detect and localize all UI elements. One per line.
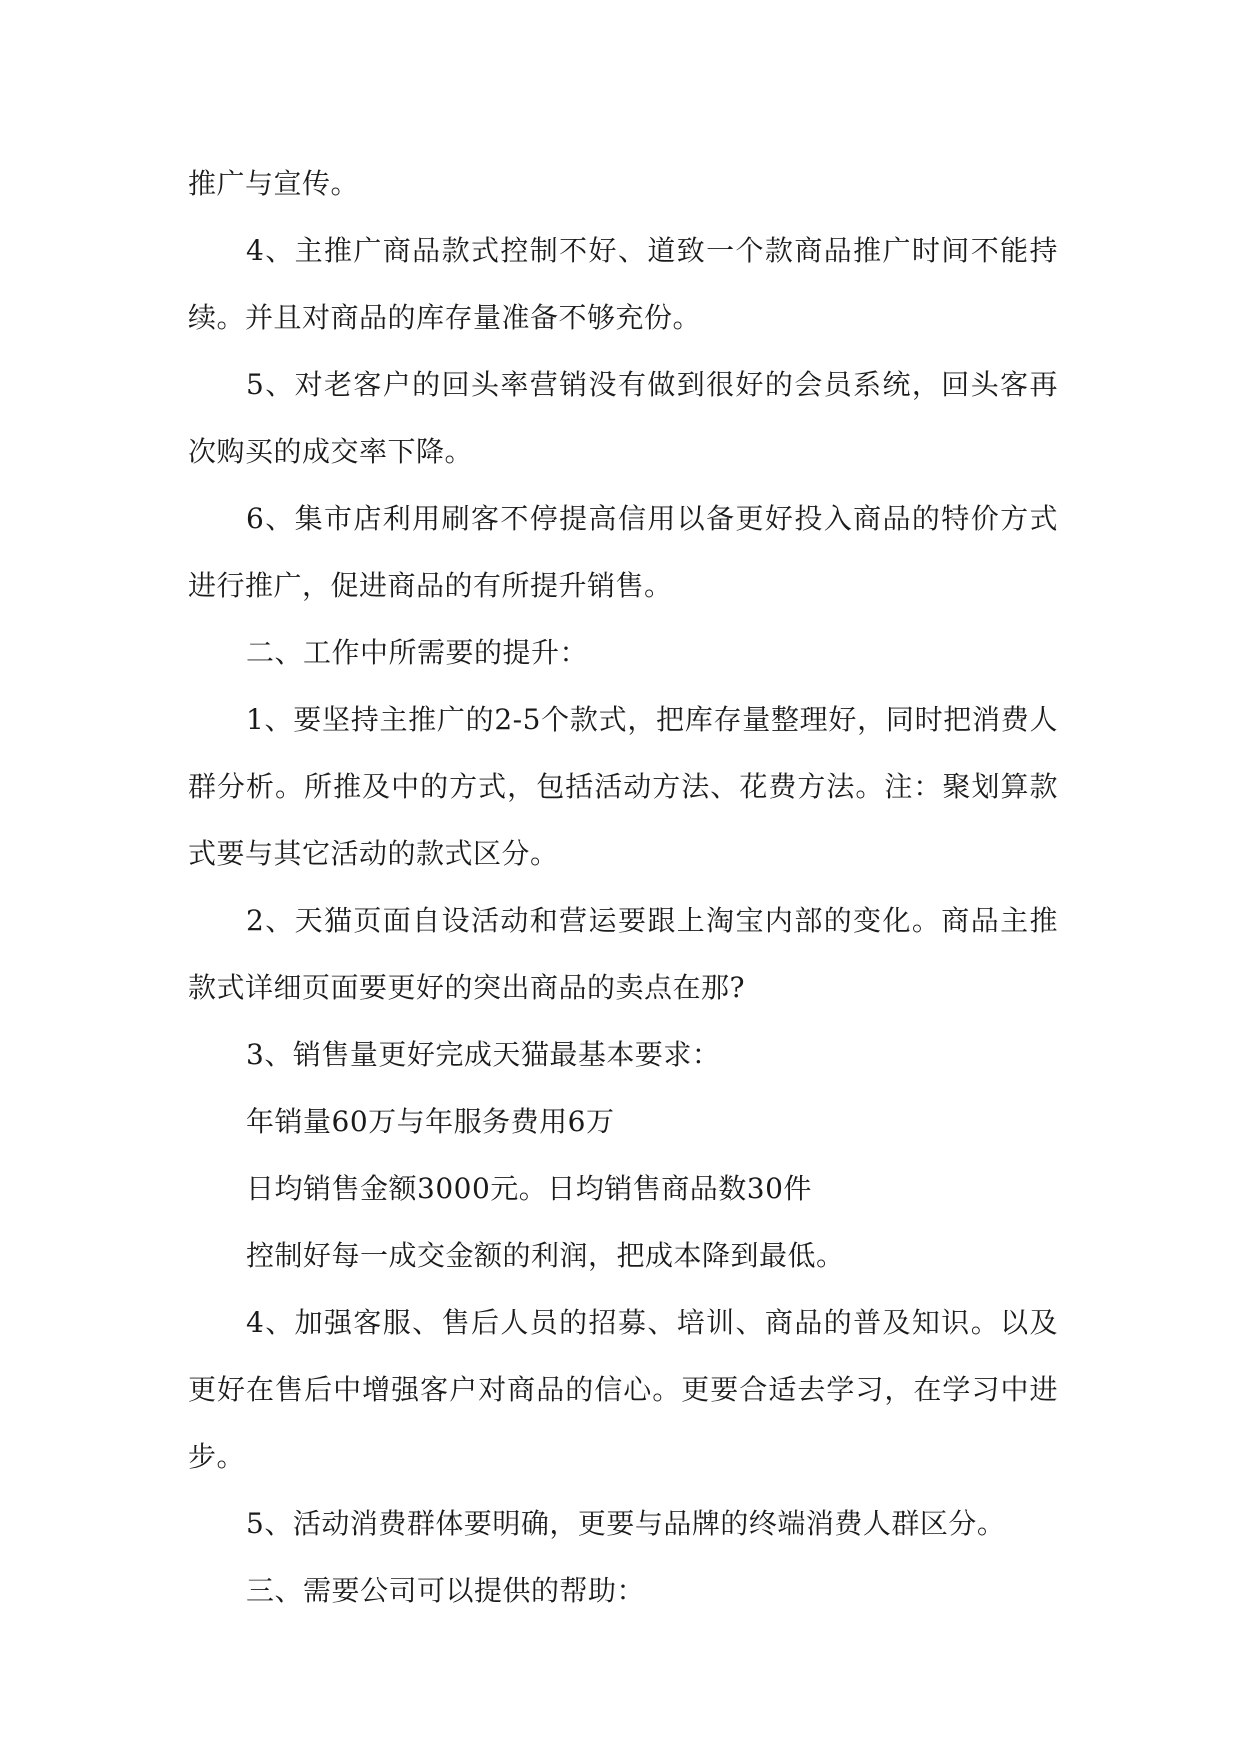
- document-body: [188, 150, 1058, 1624]
- paragraph-item-5: 5、对老客户的回头率营销没有做到很好的会员系统，回头客再次购买的成交率下降。: [188, 368, 1058, 468]
- paragraph-improve-4: 4、加强客服、售后人员的招募、培训、商品的普及知识。以及更好在售后中增强客户对商品的信心。更要合适去学习，在学习中进步。: [188, 1306, 1058, 1473]
- requirement-profit-control: 控制好每一成交金额的利润，把成本降到最低。: [246, 1239, 845, 1272]
- requirement-daily-sales: 日均销售金额3000元。日均销售商品数30件: [246, 1172, 812, 1205]
- section-heading-2: 二、工作中所需要的提升：: [246, 636, 589, 669]
- paragraph-improve-2: 2、天猫页面自设活动和营运要跟上淘宝内部的变化。商品主推款式详细页面要更好的突出商品的卖点在那?: [188, 904, 1058, 1004]
- paragraph-improve-1: 1、要坚持主推广的2-5个款式，把库存量整理好，同时把消费人群分析。所推及中的方式，包括活动方法、花费方法。注：聚划算款式要与其它活动的款式区分。: [188, 703, 1058, 870]
- paragraph-item-4: 4、主推广商品款式控制不好、道致一个款商品推广时间不能持续。并且对商品的库存量准备不够充份。: [188, 234, 1058, 334]
- paragraph-improve-3: 3、销售量更好完成天猫最基本要求：: [246, 1038, 721, 1071]
- section-heading-3: 三、需要公司可以提供的帮助：: [246, 1574, 646, 1607]
- paragraph-improve-5: 5、活动消费群体要明确，更要与品牌的终端消费人群区分。: [246, 1507, 1006, 1540]
- paragraph-item-6: 6、集市店利用刷客不停提高信用以备更好投入商品的特价方式进行推广，促进商品的有所提升销售。: [188, 502, 1058, 602]
- requirement-annual-sales: 年销量60万与年服务费用6万: [246, 1105, 615, 1138]
- paragraph-continuation: 推广与宣传。: [188, 167, 360, 200]
